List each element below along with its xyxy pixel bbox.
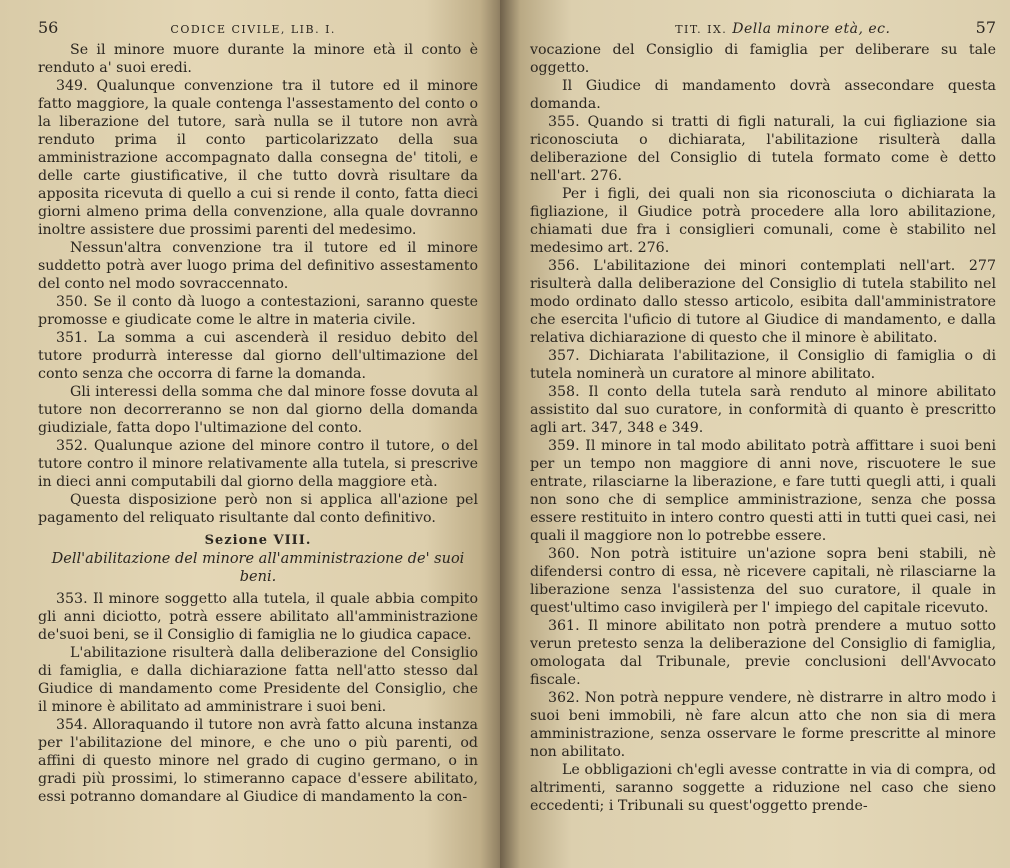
paragraph: 350. Se il conto dà luogo a contestazioni, saranno queste promosse e giudicate come le altre in materia civile. (38, 294, 478, 328)
right-text (530, 41, 996, 815)
paragraph: Nessun'altra convenzione tra il tutore ed il minore suddetto potrà aver luogo prima del definitivo assestamento del conto nel modo sovraccennato. (38, 240, 478, 292)
left-page (0, 0, 500, 868)
paragraph: vocazione del Consiglio di famiglia per deliberare su tale oggetto. (530, 42, 996, 76)
paragraph: 360. Non potrà istituire un'azione sopra beni stabili, nè difendersi contro di essa, nè ricevere capitali, nè rilasciarne la liberazione senza l'assistenza del suo curatore, il quale in quest'ultimo caso invigilerà per l' impiego del capitale ricevuto. (530, 546, 996, 616)
left-page-number: 56 (38, 18, 59, 37)
paragraph: Se il minore muore durante la minore età il conto è renduto a' suoi eredi. (38, 42, 478, 76)
paragraph: 353. Il minore soggetto alla tutela, il quale abbia compito gli anni diciotto, potrà essere abilitato all'amministrazione de'suoi beni, se il Consiglio di famiglia ne lo giudica capace. (38, 591, 478, 643)
paragraph: 352. Qualunque azione del minore contro il tutore, o del tutore contro il minore relativamente alla tutela, si prescrive in dieci anni computabili dal giorno della maggiore età. (38, 438, 478, 490)
left-running-header (38, 18, 478, 37)
right-running-head-title: Della minore età, ec. (732, 21, 891, 37)
right-page (500, 0, 1010, 868)
paragraph: Per i figli, dei quali non sia riconosciuta o dichiarata la figliazione, il Giudice potrà procedere alla loro abilitazione, chiamati due fra i consiglieri comunali, come è stabilito nel medesimo art. 276. (530, 186, 996, 256)
paragraph: Le obbligazioni ch'egli avesse contratte in via di compra, od altrimenti, saranno soggette a riduzione nel caso che sieno eccedenti; i Tribunali su quest'oggetto prende- (530, 762, 996, 814)
paragraph: L'abilitazione risulterà dalla deliberazione del Consiglio di famiglia, e dalla dichiarazione fatta nell'atto stesso dal Giudice di mandamento come Presidente del Consiglio, che il minore è abilitato ad amministrare i suoi beni. (38, 645, 478, 715)
right-running-head (675, 21, 890, 37)
paragraph: 359. Il minore in tal modo abilitato potrà affittare i suoi beni per un tempo non maggiore di anni nove, riscuotere le sue entrate, rilasciarne la liberazione, e fare tutti quegli atti, i quali non sono che di semplice amministrazione, senza che possa essere restituito in intero contro questi atti in tutti quei casi, nei quali il maggiore non lo potrebbe essere. (530, 438, 996, 544)
left-text-top (38, 41, 478, 527)
left-text-bottom (38, 590, 478, 806)
section-heading: Sezione VIII. (204, 533, 312, 548)
left-running-head: CODICE CIVILE, LIB. I. (170, 23, 336, 36)
right-running-header (530, 18, 996, 37)
paragraph: 351. La somma a cui ascenderà il residuo debito del tutore produrrà interesse dal giorno dell'ultimazione del conto senza che occorra di farne la domanda. (38, 330, 478, 382)
paragraph: Questa disposizione però non si applica all'azione pel pagamento del reliquato risultante dal conto definitivo. (38, 492, 478, 526)
paragraph: 362. Non potrà neppure vendere, nè distrarre in altro modo i suoi beni immobili, nè fare alcun atto che non sia di mera amministrazione, senza osservare le forme prescritte al minore non abilitato. (530, 690, 996, 760)
section-subtitle: Dell'abilitazione del minore all'amministrazione de' suoi beni. (51, 551, 465, 585)
right-running-head-prefix: TIT. IX. (675, 23, 728, 36)
paragraph: Gli interessi della somma che dal minore fosse dovuta al tutore non decorreranno se non dal giorno della domanda giudiziale, fatta dopo l'ultimazione del conto. (38, 384, 478, 436)
paragraph: 357. Dichiarata l'abilitazione, il Consiglio di famiglia o di tutela nominerà un curatore al minore abilitato. (530, 348, 996, 382)
right-page-number: 57 (975, 18, 996, 37)
paragraph: Il Giudice di mandamento dovrà assecondare questa domanda. (530, 78, 996, 112)
paragraph: 356. L'abilitazione dei minori contemplati nell'art. 277 risulterà dalla deliberazione del Consiglio di tutela stabilito nel modo ordinato dallo stesso articolo, esibita dall'amministratore che esercita l'uficio di tutore al Giudice di mandamento, e dalla relativa dichiarazione di questo che il minore è abilitato. (530, 258, 996, 346)
paragraph: 358. Il conto della tutela sarà renduto al minore abilitato assistito dal suo curatore, in conformità di quanto è prescritto agli art. 347, 348 e 349. (530, 384, 996, 436)
paragraph: 355. Quando si tratti di figli naturali, la cui figliazione sia riconosciuta o dichiarata, l'abilitazione risulterà dalla deliberazione del Consiglio di tutela formato come è detto nell'art. 276. (530, 114, 996, 184)
paragraph: 361. Il minore abilitato non potrà prendere a mutuo sotto verun pretesto senza la deliberazione del Consiglio di famiglia, omologata dal Tribunale, previe conclusioni dell'Avvocato fiscale. (530, 618, 996, 688)
paragraph: 354. Alloraquando il tutore non avrà fatto alcuna instanza per l'abilitazione del minore, e che uno o più parenti, od affini di questo minore nel grado di cugino germano, o in gradi più prossimi, lo stimeranno capace d'essere abilitato, essi potranno domandare al Giudice di mandamento la con- (38, 717, 478, 805)
paragraph: 349. Qualunque convenzione tra il tutore ed il minore fatto maggiore, la quale contenga l'assestamento del conto o la liberazione del tutore, sarà nulla se il tutore non avrà renduto prima il conto particolarizzato della sua amministrazione accompagnato dalla consegna de' titoli, e delle carte giustificative, il che tutto dovrà risultare da apposita ricevuta di quello a cui si rende il conto, fatta dieci giorni almeno prima della convenzione, alla quale dovranno inoltre assistere due prossimi parenti del medesimo. (38, 78, 478, 238)
